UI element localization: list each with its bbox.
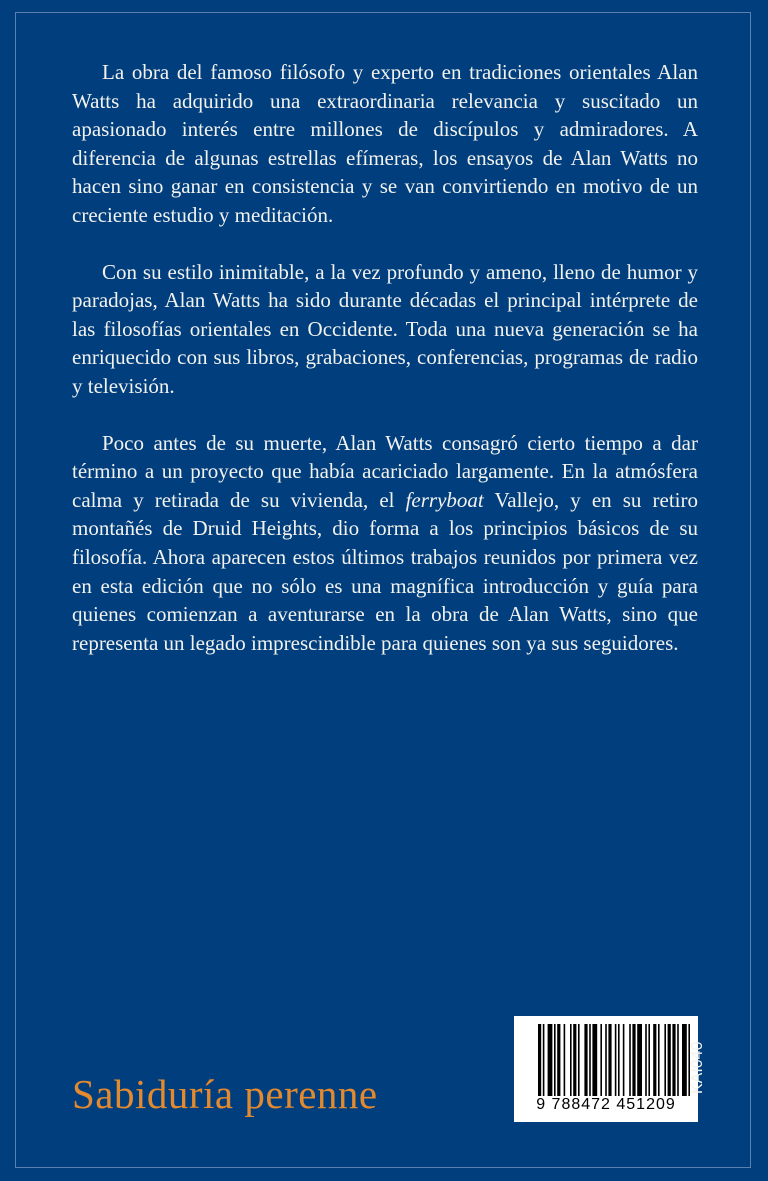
barcode-bar [645,1024,647,1096]
paragraph-1 [72,58,698,230]
barcode-bar [618,1024,620,1096]
paragraph-3 [72,429,698,658]
barcode-bar [564,1024,566,1096]
barcode-bar [608,1024,611,1096]
paragraph-2 [72,258,698,401]
product-code [688,1020,708,1100]
barcode-bar [538,1024,541,1096]
barcode-bar [653,1024,656,1096]
barcode-bar [570,1024,572,1096]
barcode-bar [592,1024,597,1096]
barcode-bar [615,1024,617,1096]
barcode-bar [637,1024,642,1096]
barcode-bar [543,1024,545,1096]
barcode-bar [682,1024,687,1096]
barcode-bar [677,1024,679,1096]
isbn-digits: 9 788472 451209 [536,1096,676,1113]
barcode-bar [600,1024,602,1096]
barcode-bar [648,1024,650,1096]
barcode-bar [578,1024,580,1096]
barcode-bar [658,1024,660,1096]
product-code-text: KAI040 [689,1041,706,1094]
barcode-bar [548,1024,553,1096]
barcode-bar [672,1024,675,1096]
series-title: Sabiduría perenne [72,1071,378,1117]
back-cover-text [72,58,698,685]
barcode [514,1016,698,1122]
barcode-bar [554,1024,556,1096]
barcode-bar [557,1024,560,1096]
barcode-bar [632,1024,635,1096]
text-run: La obra del famoso filósofo y experto en tradiciones orientales Alan Watts ha adquirido una extraordinaria relevancia y suscitado un apasionado interés entre millones de discípulos y admiradores. A diferencia de algunas estrellas efímeras, los ensayos de Alan Watts no hacen sino ganar en consistencia y se van convirtiendo en motivo de un creciente estudio y meditación. [72,60,698,227]
text-run: Vallejo, y en su retiro montañés de Druid Heights, dio forma a los principios básicos de su filosofía. Ahora aparecen estos últimos trabajos reunidos por primera vez en esta edición que no sólo es una magnífica introducción y guía para quienes comienzan a aventurarse en la obra de Alan Watts, sino que representa un legado imprescindible para quienes son ya sus seguidores. [72,487,698,655]
barcode-bar [664,1024,666,1096]
barcode-bar [629,1024,631,1096]
italic-text: ferryboat [405,487,484,512]
barcode-bar [605,1024,607,1096]
text-run: Poco antes de su muerte, Alan Watts consagró cierto tiempo a dar término a un proyecto que había acariciado largamente. En la atmósfera calma y retirada de su vivienda, el [72,430,698,512]
barcode-bar [668,1024,671,1096]
barcode-bar [589,1024,591,1096]
text-run: Con su estilo inimitable, a la vez profundo y ameno, lleno de humor y paradojas, Alan Watts ha sido durante décadas el principal intérprete de las filosofías orientales en Occidente. Toda una nueva generación se ha enriquecido con sus libros, grabaciones, conferencias, programas de radio y televisión. [72,259,698,398]
barcode-bar [623,1024,625,1096]
barcode-bar [584,1024,587,1096]
barcode-bar [573,1024,576,1096]
